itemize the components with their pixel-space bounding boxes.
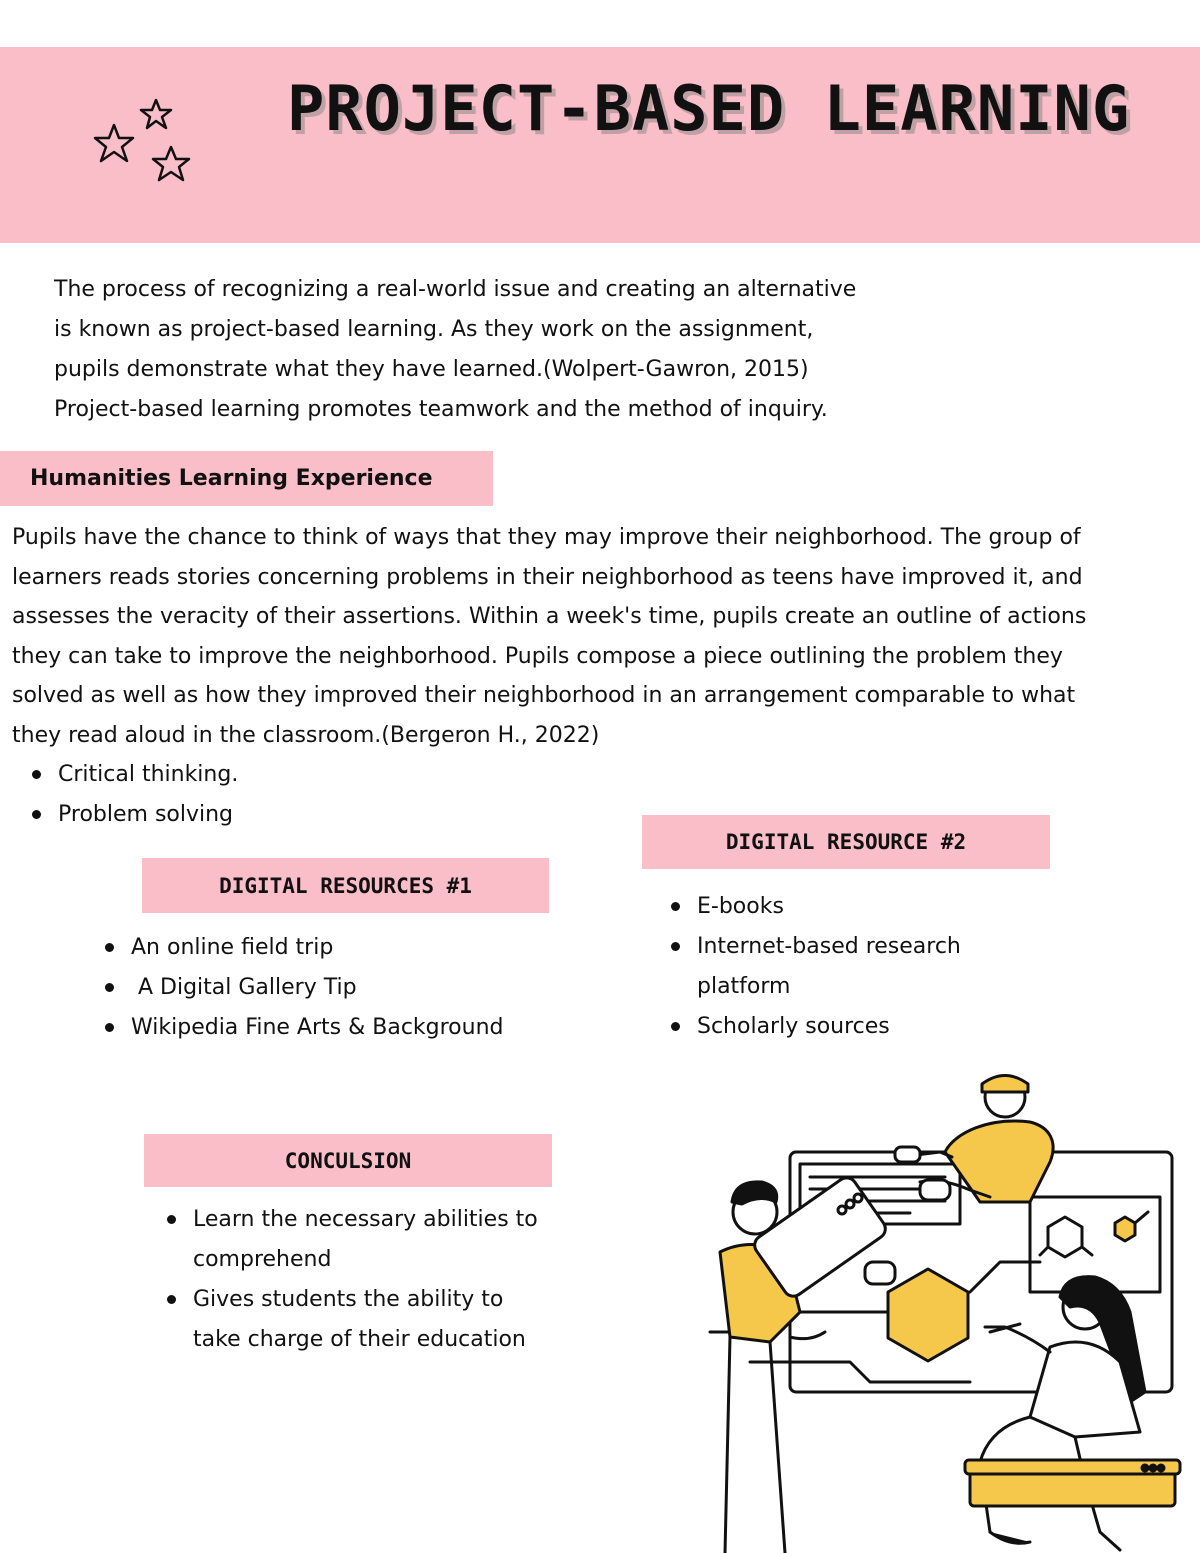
list-item: Internet-based research platform: [667, 927, 1007, 1007]
humanities-line: assesses the veracity of their assertions. Within a week's time, pupils create an outline of actions: [12, 604, 1087, 629]
list-item: A Digital Gallery Tip: [101, 968, 561, 1008]
list-item: Learn the necessary abilities to comprehend: [163, 1200, 543, 1280]
intro-paragraph: [54, 270, 974, 430]
list-item: E-books: [667, 887, 1007, 927]
digital-resource-2-heading: DIGITAL RESOURCE #2: [725, 830, 967, 854]
digital-resources-1-list: [101, 928, 561, 1048]
humanities-line: learners reads stories concerning problems in their neighborhood as teens have improved it, and: [12, 564, 1083, 590]
humanities-heading: Humanities Learning Experience: [30, 466, 433, 491]
humanities-paragraph: [12, 518, 1192, 755]
digital-resource-2-heading-box: [642, 815, 1050, 869]
list-item: Gives students the ability to take charge of their education: [163, 1280, 543, 1360]
skills-list: [28, 755, 238, 835]
humanities-heading-box: [0, 451, 493, 506]
intro-line: The process of recognizing a real-world issue and creating an alternative: [54, 277, 857, 302]
list-item: An online field trip: [101, 928, 561, 968]
intro-line: is known as project-based learning. As they work on the assignment,: [54, 317, 814, 342]
humanities-line: Pupils have the chance to think of ways that they may improve their neighborhood. The group of: [12, 525, 1081, 550]
list-item: Critical thinking.: [28, 755, 238, 795]
conclusion-heading-box: [144, 1134, 552, 1187]
intro-line: pupils demonstrate what they have learned.(Wolpert-Gawron, 2015): [54, 357, 809, 382]
digital-resource-2-list: [667, 887, 1007, 1047]
list-item: Wikipedia Fine Arts & Background: [101, 1008, 561, 1048]
conclusion-heading: CONCULSION: [284, 1148, 412, 1173]
digital-resources-1-heading: DIGITAL RESOURCES #1: [219, 873, 472, 898]
list-item: Scholarly sources: [667, 1007, 1007, 1047]
stars-doodle-icon: [86, 95, 201, 195]
page-title: PROJECT-BASED LEARNING: [287, 72, 1131, 145]
humanities-line: they read aloud in the classroom.(Bergeron H., 2022): [12, 722, 600, 748]
digital-resources-1-heading-box: [142, 858, 549, 913]
humanities-line: they can take to improve the neighborhood. Pupils compose a piece outlining the problem they: [12, 643, 1063, 669]
team-collaboration-illustration: [690, 1062, 1190, 1553]
conclusion-list: [163, 1200, 543, 1360]
humanities-line: solved as well as how they improved their neighborhood in an arrangement comparable to what: [12, 683, 1076, 708]
intro-line: Project-based learning promotes teamwork and the method of inquiry.: [54, 397, 828, 422]
list-item: Problem solving: [28, 795, 238, 835]
